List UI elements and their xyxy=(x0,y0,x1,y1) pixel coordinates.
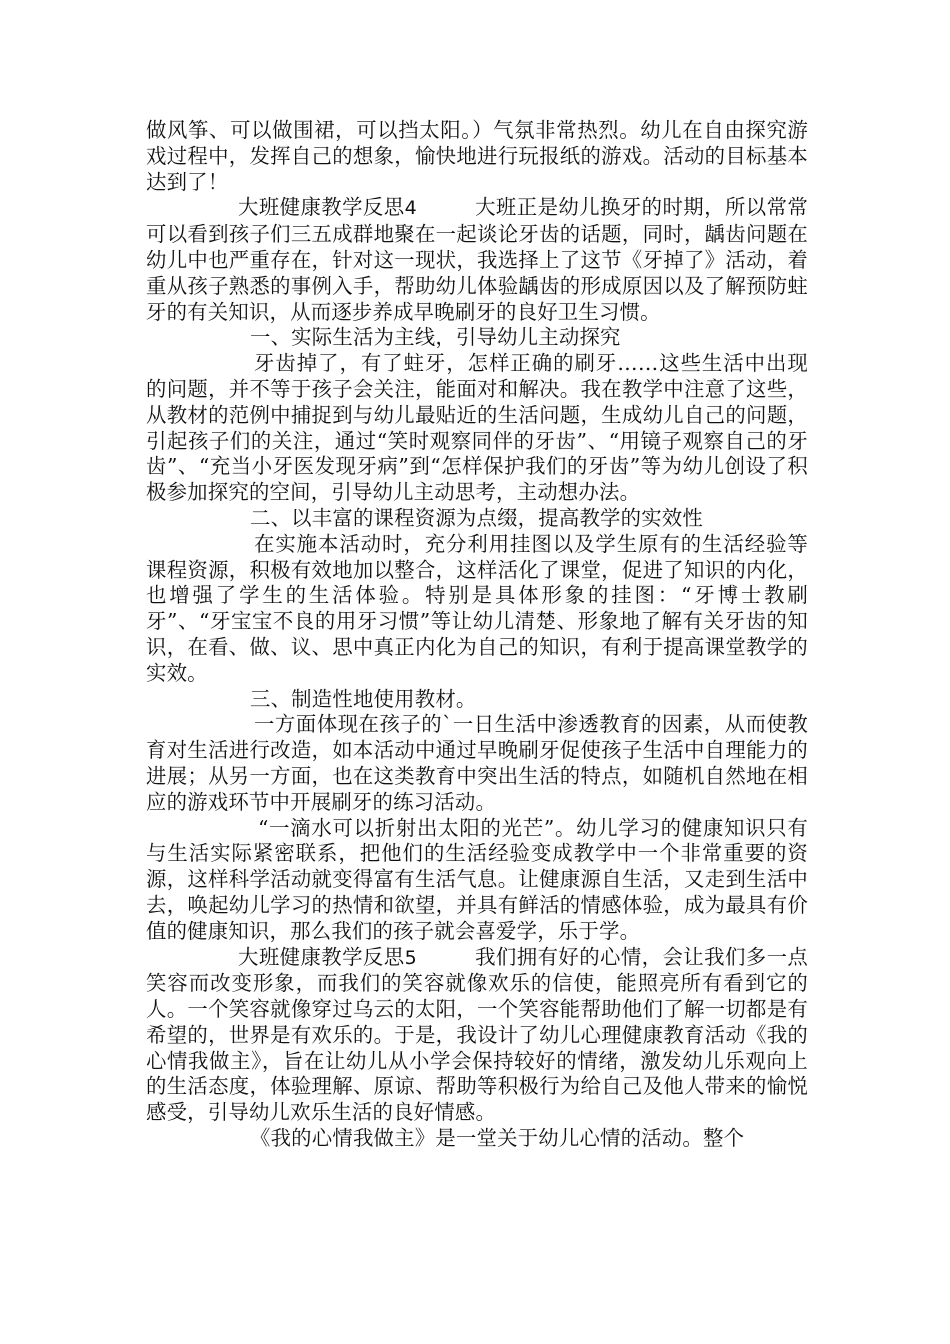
closing-paragraph: 《我的心情我做主》是一堂关于幼儿心情的活动。整个 xyxy=(250,1126,745,1151)
document-page xyxy=(146,118,808,1152)
reflection-4-number: 4 xyxy=(404,197,417,220)
section-1-body: 牙齿掉了，有了蛀牙，怎样正确的刷牙……这些生活中出现的问题，并不等于孩子会关注，能面对和解决。我在教学中注意了这些，从教材的范例中捕捉到与幼儿最贴近的生活问题，生成幼儿自己的问题，引起孩子们的关注，通过“笑时观察同伴的牙齿”、“用镜子观察自己的牙齿”、“充当小牙医发现牙病”到“怎样保护我们的牙齿”等为幼儿创设了积极参加探究的空间，引导幼儿主动思考，主动想办法。 xyxy=(146,351,808,505)
reflection-4-paragraph xyxy=(146,195,808,325)
reflection-4-heading: 大班健康教学反思 xyxy=(238,195,405,220)
intro-paragraph: 做风筝、可以做围裙，可以挡太阳。）气氛非常热烈。幼儿在自由探究游戏过程中，发挥自己的想象，愉快地进行玩报纸的游戏。活动的目标基本达到了！ xyxy=(146,118,808,194)
section-3-title: 三、制造性地使用教材。 xyxy=(250,686,477,711)
reflection-4-body: 大班正是幼儿换牙的时期，所以常常可以看到孩子们三五成群地聚在一起谈论牙齿的话题，同时，龋齿问题在幼儿中也严重存在，针对这一现状，我选择上了这节《牙掉了》活动，着重从孩子熟悉的事例入手，帮助幼儿体验龋齿的形成原因以及了解预防蛀牙的有关知识，从而逐步养成早晚刷牙的良好卫生习惯。 xyxy=(146,195,809,324)
reflection-5-number: 5 xyxy=(404,946,417,969)
reflection-5-heading: 大班健康教学反思 xyxy=(238,944,405,969)
section-3-body: 一方面体现在孩子的`一日生活中渗透教育的因素，从而使教育对生活进行改造，如本活动中通过早晚刷牙促使孩子生活中自理能力的进展；从另一方面，也在这类教育中突出生活的特点，如随机自然地在相应的游戏环节中开展刷牙的练习活动。 xyxy=(146,712,808,814)
section-1-title: 一、实际生活为主线，引导幼儿主动探究 xyxy=(250,325,621,350)
quote-paragraph: “一滴水可以折射出太阳的光芒”。幼儿学习的健康知识只有与生活实际紧密联系，把他们的生活经验变成教学中一个非常重要的资源，这样科学活动就变得富有生活气息。让健康源自生活，又走到生活中去，唤起幼儿学习的热情和欲望，并具有鲜活的情感体验，成为最具有价值的健康知识，那么我们的孩子就会喜爱学，乐于学。 xyxy=(146,815,808,943)
section-2-title: 二、以丰富的课程资源为点缀，提高教学的实效性 xyxy=(250,505,703,530)
reflection-5-paragraph xyxy=(146,945,808,1127)
reflection-5-body: 我们拥有好的心情，会让我们多一点笑容而改变形象，而我们的笑容就像欢乐的信使，能照亮所有看到它的人。一个笑容就像穿过乌云的太阳，一个笑容能帮助他们了解一切都是有希望的，世界是有欢乐的。于是，我设计了幼儿心理健康教育活动《我的心情我做主》，旨在让幼儿从小学会保持较好的情绪，激发幼儿乐观向上的生活态度，体验理解、原谅、帮助等积极行为给自己及他人带来的愉悦感受，引导幼儿欢乐生活的良好情感。 xyxy=(146,944,809,1125)
section-2-body: 在实施本活动时，充分利用挂图以及学生原有的生活经验等课程资源，积极有效地加以整合，这样活化了课堂，促进了知识的内化，也增强了学生的生活体验。特别是具体形象的挂图：“牙博士教刷牙”、“牙宝宝不良的用牙习惯”等让幼儿清楚、形象地了解有关牙齿的知识，在看、做、议、思中真正内化为自己的知识，有利于提高课堂教学的实效。 xyxy=(146,531,808,685)
